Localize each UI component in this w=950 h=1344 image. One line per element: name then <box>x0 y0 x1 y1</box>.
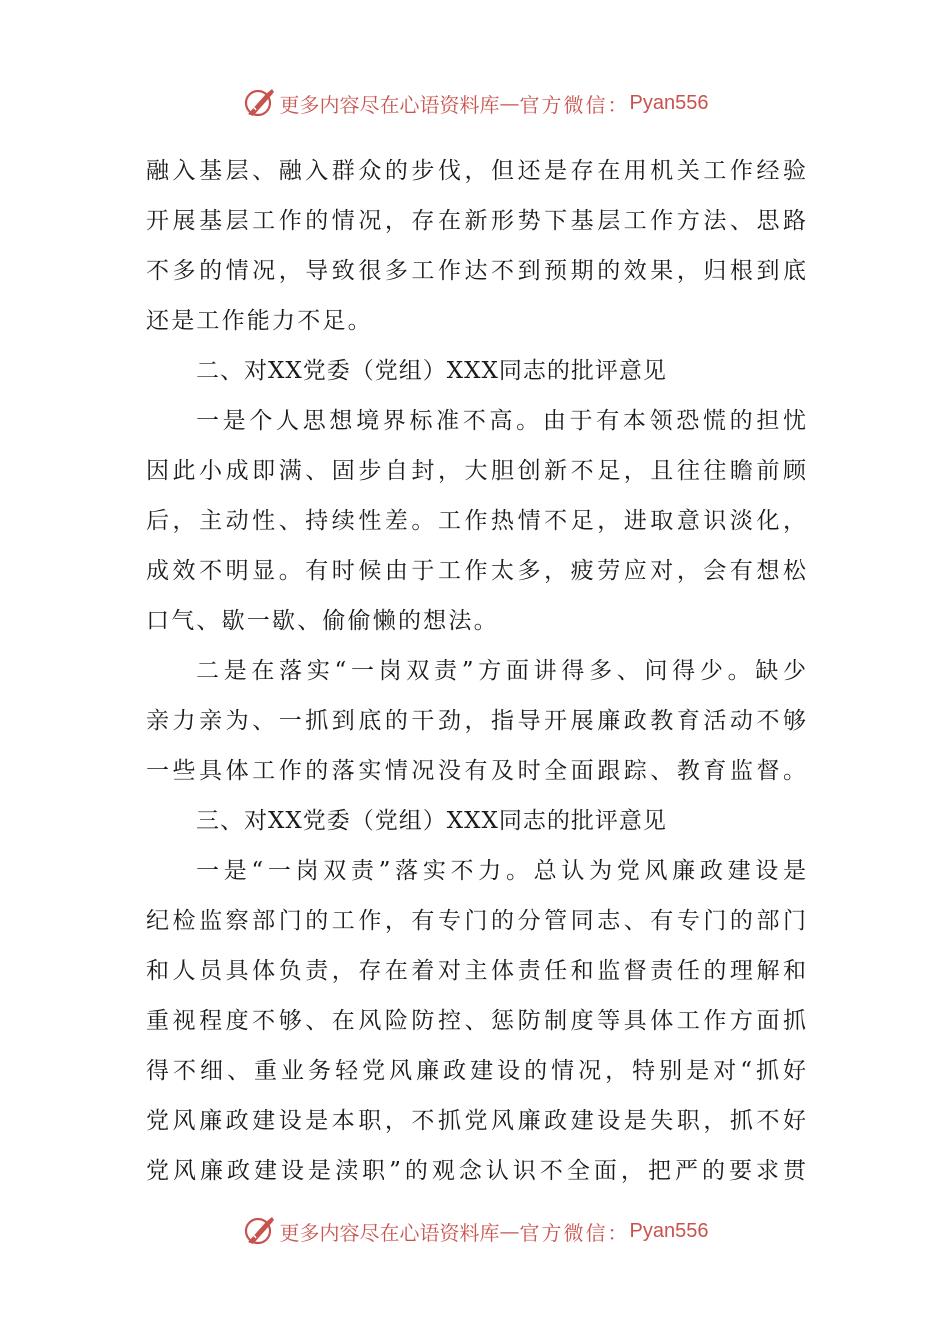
body-text-line: 成效不明显。有时候由于工作太多，疲劳应对，会有想松 <box>146 558 806 584</box>
body-text-line: 一是个人思想境界标准不高。由于有本领恐慌的担忧 <box>196 408 806 434</box>
banner-separator: — <box>499 91 520 115</box>
footer-watermark-banner <box>0 1211 950 1251</box>
body-text-line: 党风廉政建设是本职，不抓党风廉政建设是失职，抓不好 <box>146 1108 806 1134</box>
body-text-line: 得不细、重业务轻党风廉政建设的情况，特别是对“抓好 <box>146 1058 806 1084</box>
pen-logo-icon <box>242 1214 276 1248</box>
banner-site-text: 更多内容尽在心语资料库 <box>279 1220 500 1245</box>
banner-label: 官方微信： <box>519 1220 630 1245</box>
document-body <box>146 146 806 1196</box>
banner-site-text: 更多内容尽在心语资料库 <box>279 92 500 117</box>
banner-wechat-id: Pyan556 <box>629 91 709 114</box>
pen-logo-icon <box>242 86 276 120</box>
body-text-line: 二是在落实“一岗双责”方面讲得多、问得少。缺少 <box>196 658 806 684</box>
body-text-line: 因此小成即满、固步自封，大胆创新不足，且往往瞻前顾 <box>146 458 806 484</box>
body-text-line: 纪检监察部门的工作，有专门的分管同志、有专门的部门 <box>146 908 806 934</box>
body-text-line: 还是工作能力不足。 <box>146 308 373 334</box>
body-text-line: 融入基层、融入群众的步伐，但还是存在用机关工作经验 <box>146 158 806 184</box>
body-text-line: 不多的情况，导致很多工作达不到预期的效果，归根到底 <box>146 258 806 284</box>
body-text-line: 党风廉政建设是渎职”的观念认识不全面，把严的要求贯 <box>146 1158 806 1184</box>
banner-wechat-id: Pyan556 <box>629 1219 709 1242</box>
body-text-line: 和人员具体负责，存在着对主体责任和监督责任的理解和 <box>146 958 806 984</box>
body-text-line: 重视程度不够、在风险防控、惩防制度等具体工作方面抓 <box>146 1008 806 1034</box>
body-text-line: 亲力亲为、一抓到底的干劲，指导开展廉政教育活动不够 <box>146 708 806 734</box>
section-heading: 二、对XX党委（党组）XXX同志的批评意见 <box>196 358 667 384</box>
body-text-line: 口气、歇一歇、偷偷懒的想法。 <box>146 608 499 634</box>
body-text-line: 一是“一岗双责”落实不力。总认为党风廉政建设是 <box>196 858 806 884</box>
banner-label: 官方微信： <box>519 92 630 117</box>
section-heading: 三、对XX党委（党组）XXX同志的批评意见 <box>196 808 667 834</box>
banner-separator: — <box>499 1219 520 1243</box>
body-text-line: 开展基层工作的情况，存在新形势下基层工作方法、思路 <box>146 208 806 234</box>
body-text-line: 一些具体工作的落实情况没有及时全面跟踪、教育监督。 <box>146 758 806 784</box>
body-text-line: 后，主动性、持续性差。工作热情不足，进取意识淡化， <box>146 508 806 534</box>
header-watermark-banner <box>0 83 950 123</box>
